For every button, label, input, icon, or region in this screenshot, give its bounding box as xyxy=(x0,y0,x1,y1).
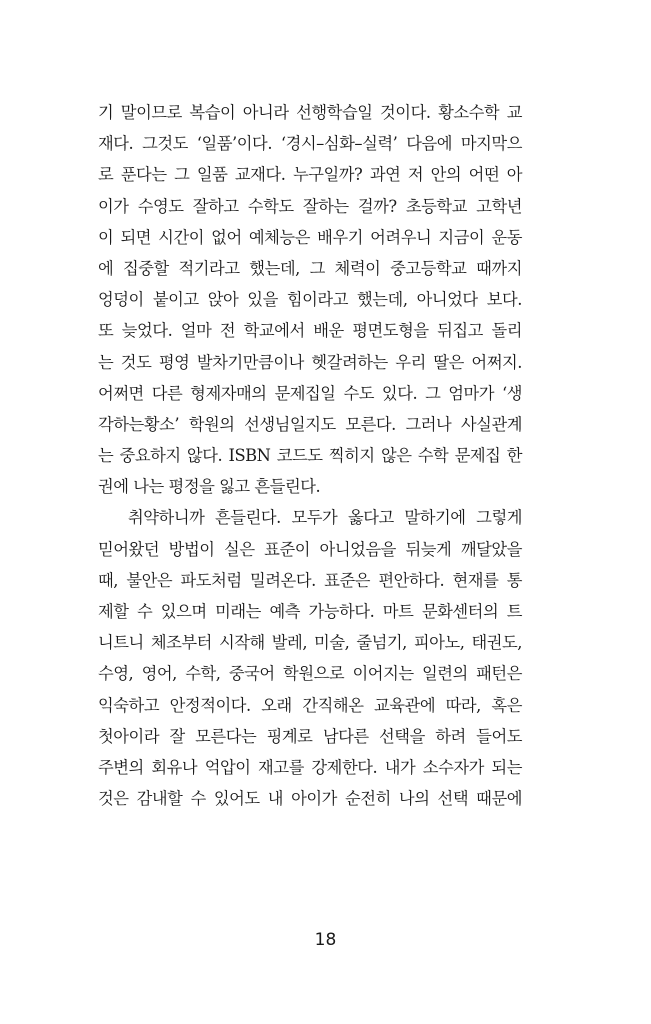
text-line: 는 중요하지 않다. ISBN 코드도 찍히지 않은 수학 문제집 한 xyxy=(98,446,522,466)
text-line: 권에 나는 평정을 잃고 흔들린다. xyxy=(98,477,321,497)
text-line: 주변의 회유나 억압이 재고를 강제한다. 내가 소수자가 되는 xyxy=(98,757,522,777)
text-line: 는 것도 평영 발차기만큼이나 헷갈려하는 우리 딸은 어쩌지. xyxy=(98,352,522,372)
text-line: 또 늦었다. 얼마 전 학교에서 배운 평면도형을 뒤집고 돌리 xyxy=(98,321,522,341)
text-line: 재다. 그것도 ‘일품’이다. ‘경시–심화–실력’ 다음에 마지막으 xyxy=(98,134,522,154)
text-line: 때, 불안은 파도처럼 밀려온다. 표준은 편안하다. 현재를 통 xyxy=(98,570,522,590)
text-line: 엉덩이 붙이고 앉아 있을 힘이라고 했는데, 아니었다 보다. xyxy=(98,290,522,310)
text-line: 각하는황소’ 학원의 선생님일지도 모른다. 그러나 사실관계 xyxy=(98,414,522,434)
text-line: 취약하니까 흔들린다. 모두가 옳다고 말하기에 그렇게 xyxy=(128,508,522,528)
text-line: 이 되면 시간이 없어 예체능은 배우기 어려우니 지금이 운동 xyxy=(98,227,522,247)
text-line: 익숙하고 안정적이다. 오래 간직해온 교육관에 따라, 혹은 xyxy=(98,695,522,715)
text-line: 믿어왔던 방법이 실은 표준이 아니었음을 뒤늦게 깨달았을 xyxy=(98,539,522,559)
page-number: 18 xyxy=(314,930,337,950)
text-line: 기 말이므로 복습이 아니라 선행학습일 것이다. 황소수학 교 xyxy=(98,103,522,122)
text-line: 것은 감내할 수 있어도 내 아이가 순전히 나의 선택 때문에 xyxy=(98,789,522,809)
text-line: 니트니 체조부터 시작해 발레, 미술, 줄넘기, 피아노, 태권도, xyxy=(98,633,522,653)
text-line: 수영, 영어, 수학, 중국어 학원으로 이어지는 일련의 패턴은 xyxy=(98,664,522,684)
text-line: 에 집중할 적기라고 했는데, 그 체력이 중고등학교 때까지 xyxy=(98,258,522,278)
text-line: 첫아이라 잘 모른다는 핑계로 남다른 선택을 하려 들어도 xyxy=(98,726,522,746)
text-line: 이가 수영도 잘하고 수학도 잘하는 걸까? 초등학교 고학년 xyxy=(98,196,522,216)
text-line: 어쩌면 다른 형제자매의 문제집일 수도 있다. 그 엄마가 ‘생 xyxy=(98,383,522,403)
text-line: 로 푼다는 그 일품 교재다. 누구일까? 과연 저 안의 어떤 아 xyxy=(98,165,522,185)
text-line: 제할 수 있으며 미래는 예측 가능하다. 마트 문화센터의 트 xyxy=(98,602,522,621)
body-text xyxy=(98,97,522,814)
